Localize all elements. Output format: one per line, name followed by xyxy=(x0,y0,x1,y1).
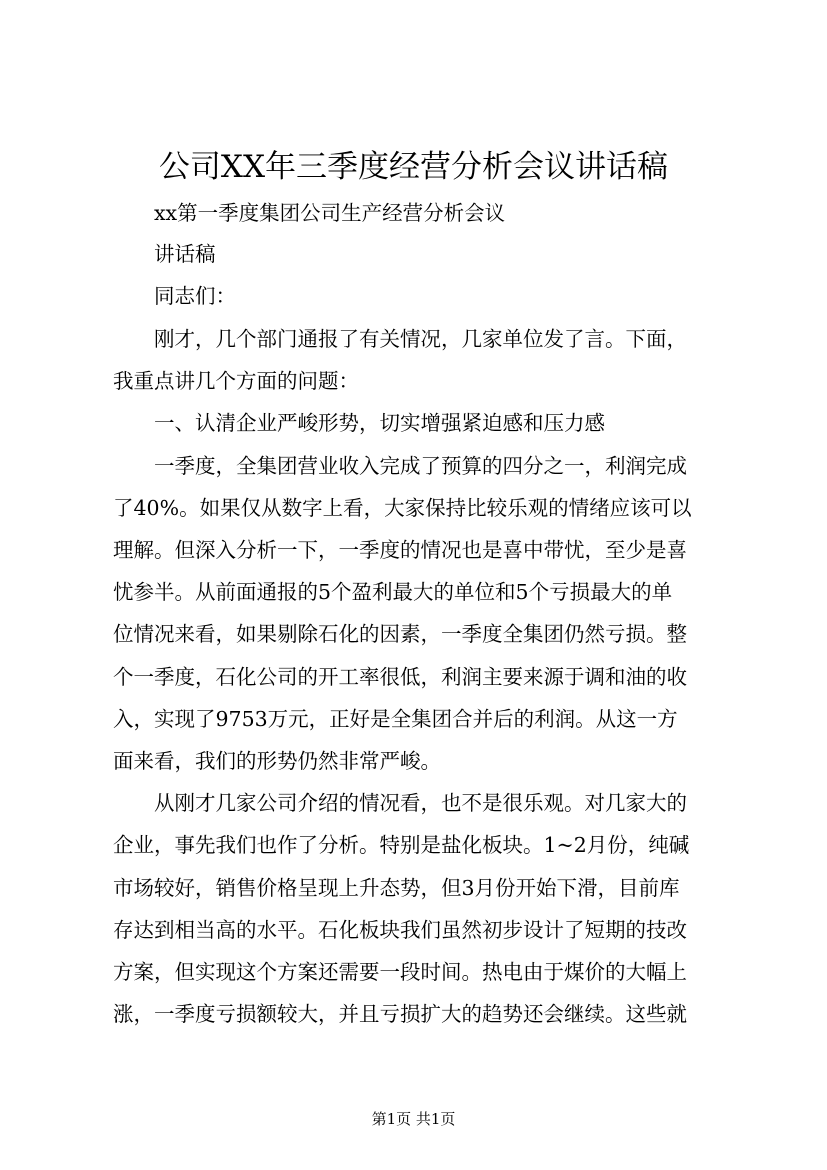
text-line: 了40%。如果仅从数字上看，大家保持比较乐观的情绪应该可以 xyxy=(113,496,692,520)
text-line: xx第一季度集团公司生产经营分析会议 xyxy=(113,201,506,225)
text-line: 涨，一季度亏损额较大，并且亏损扩大的趋势还会继续。这些就 xyxy=(113,1002,687,1026)
text-line: 市场较好，销售价格呈现上升态势，但3月份开始下滑，目前库 xyxy=(113,876,680,900)
text-line: 一、认清企业严峻形势，切实增强紧迫感和压力感 xyxy=(113,411,605,435)
text-line: 个一季度，石化公司的开工率很低，利润主要来源于调和油的收 xyxy=(113,665,687,689)
text-line: 从刚才几家公司介绍的情况看，也不是很乐观。对几家大的 xyxy=(113,791,687,815)
text-line: 刚才，几个部门通报了有关情况，几家单位发了言。下面， xyxy=(113,327,687,351)
text-line: 方案，但实现这个方案还需要一段时间。热电由于煤价的大幅上 xyxy=(113,960,687,984)
text-line: 讲话稿 xyxy=(113,242,216,266)
text-line: 同志们： xyxy=(113,284,236,308)
text-line: 面来看，我们的形势仍然非常严峻。 xyxy=(113,749,441,773)
document-title: 公司XX年三季度经营分析会议讲话稿 xyxy=(158,149,669,185)
text-line: 我重点讲几个方面的问题： xyxy=(113,369,359,393)
text-line: 一季度，全集团营业收入完成了预算的四分之一，利润完成 xyxy=(113,454,687,478)
text-line: 企业，事先我们也作了分析。特别是盐化板块。1~2月份，纯碱 xyxy=(113,833,690,857)
text-line: 入，实现了9753万元，正好是全集团合并后的利润。从这一方 xyxy=(113,707,678,731)
text-line: 位情况来看，如果剔除石化的因素，一季度全集团仍然亏损。整 xyxy=(113,622,687,646)
page-number-footer: 第1页 共1页 xyxy=(371,1110,456,1128)
text-line: 理解。但深入分析一下，一季度的情况也是喜中带忧，至少是喜 xyxy=(113,538,687,562)
text-line: 存达到相当高的水平。石化板块我们虽然初步设计了短期的技改 xyxy=(113,918,687,942)
text-line: 忧参半。从前面通报的5个盈利最大的单位和5个亏损最大的单 xyxy=(113,580,673,604)
